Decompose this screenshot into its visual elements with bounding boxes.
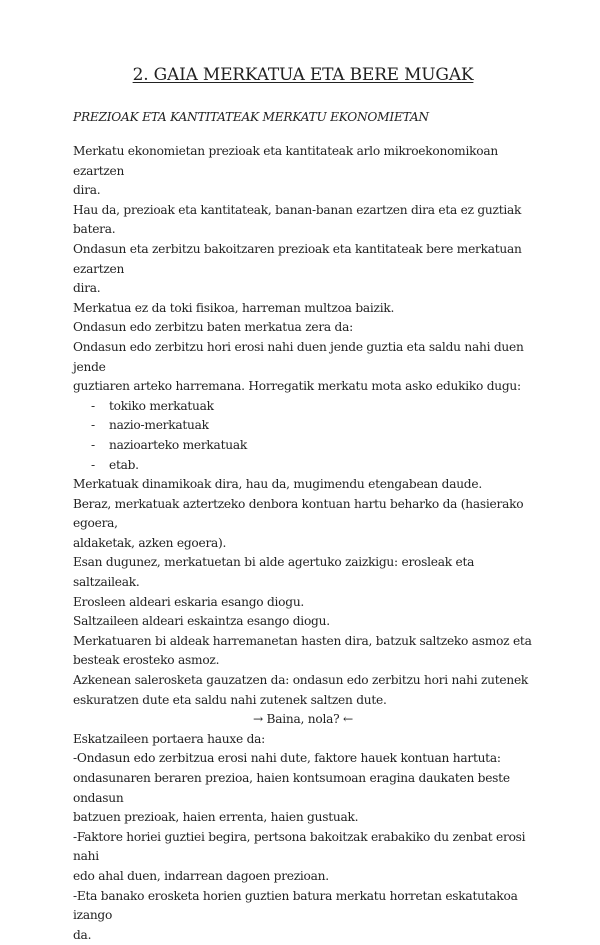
text-line: Hau da, prezioak eta kantitateak, banan-banan ezartzen dira eta ez guztiak batera. [73,202,522,237]
market-types-list [73,397,533,475]
text-line: aldaketak, azken egoera). [73,535,227,550]
text-line: Azkenean salerosketa gauzatzen da: ondasun edo zerbitzu hori nahi zutenek [73,673,529,688]
list-item [73,397,533,417]
section-subtitle: PREZIOAK ETA KANTITATEAK MERKATU EKONOMIETAN [73,110,429,124]
list-item-text: tokiko merkatuak [109,398,214,413]
text-line: Merkatuaren bi aldeak harremanetan hasten dira, batzuk saltzeko asmoz eta [73,633,532,648]
list-dash: - [91,418,95,433]
text-line: da. [73,927,92,942]
market-dynamics-paragraphs [73,475,533,710]
document-title: 2. GAIA MERKATUA ETA BERE MUGAK [132,65,474,85]
list-item-text: etab. [109,457,139,472]
text-line: batzuen prezioak, haien errenta, haien gustuak. [73,810,359,825]
text-line: besteak erosteko asmoz. [73,653,220,668]
text-line: -Eta banako erosketa horien guztien batura merkatu horretan eskatutakoa izango [73,888,518,923]
text-line: -Faktore horiei guztiei begira, pertsona bakoitzak erabakiko du zenbat erosi nahi [73,829,526,864]
buyer-behaviour-paragraphs [73,730,533,945]
list-item-text: nazio-merkatuak [109,418,209,433]
centered-question: → Baina, nola? ← [252,712,354,727]
text-line: Merkatu ekonomietan prezioak eta kantitateak arlo mikroekonomikoan ezartzen [73,144,498,178]
list-dash: - [91,437,95,452]
text-line: dira. [73,183,101,198]
list-item [73,436,533,456]
list-item-text: nazioarteko merkatuak [109,437,247,452]
text-line: dira. [73,281,101,296]
text-line: Esan dugunez, merkatuetan bi alde agertuko zaizkigu: erosleak eta saltzaileak. [73,555,475,590]
text-line: Beraz, merkatuak aztertzeko denbora kontuan hartu beharko da (hasierako egoera, [73,496,524,531]
text-line: Erosleen aldeari eskaria esango diogu. [73,594,305,609]
text-line: Ondasun edo zerbitzu hori erosi nahi duen jende guztia eta saldu nahi duen jende [73,339,524,374]
text-line: Ondasun eta zerbitzu bakoitzaren prezioak eta kantitateak bere merkatuan ezartzen [73,241,522,276]
text-line: edo ahal duen, indarrean dagoen prezioan. [73,868,329,883]
list-dash: - [91,457,95,472]
list-item [73,416,533,436]
text-line: Ondasun edo zerbitzu baten merkatua zera da: [73,320,353,335]
text-line: Merkatua ez da toki fisikoa, harreman multzoa baizik. [73,300,395,315]
text-line: Saltzaileen aldeari eskaintza esango diogu. [73,614,330,629]
document-page [73,64,533,945]
text-line: ondasunaren beraren prezioa, haien kontsumoan eragina daukaten beste ondasun [73,771,510,805]
text-line: guztiaren arteko harremana. Horregatik merkatu mota asko edukiko dugu: [73,379,521,394]
list-dash: - [91,398,95,413]
text-line: -Ondasun edo zerbitzua erosi nahi dute, faktore hauek kontuan hartuta: [73,751,501,766]
text-line: Eskatzaileen portaera hauxe da: [73,731,265,746]
text-line: eskuratzen dute eta saldu nahi zutenek saltzen dute. [73,692,387,707]
document-body [73,142,533,945]
list-item [73,456,533,476]
text-line: Merkatuak dinamikoak dira, hau da, mugimendu etengabean daude. [73,477,482,492]
intro-paragraphs [73,142,533,397]
